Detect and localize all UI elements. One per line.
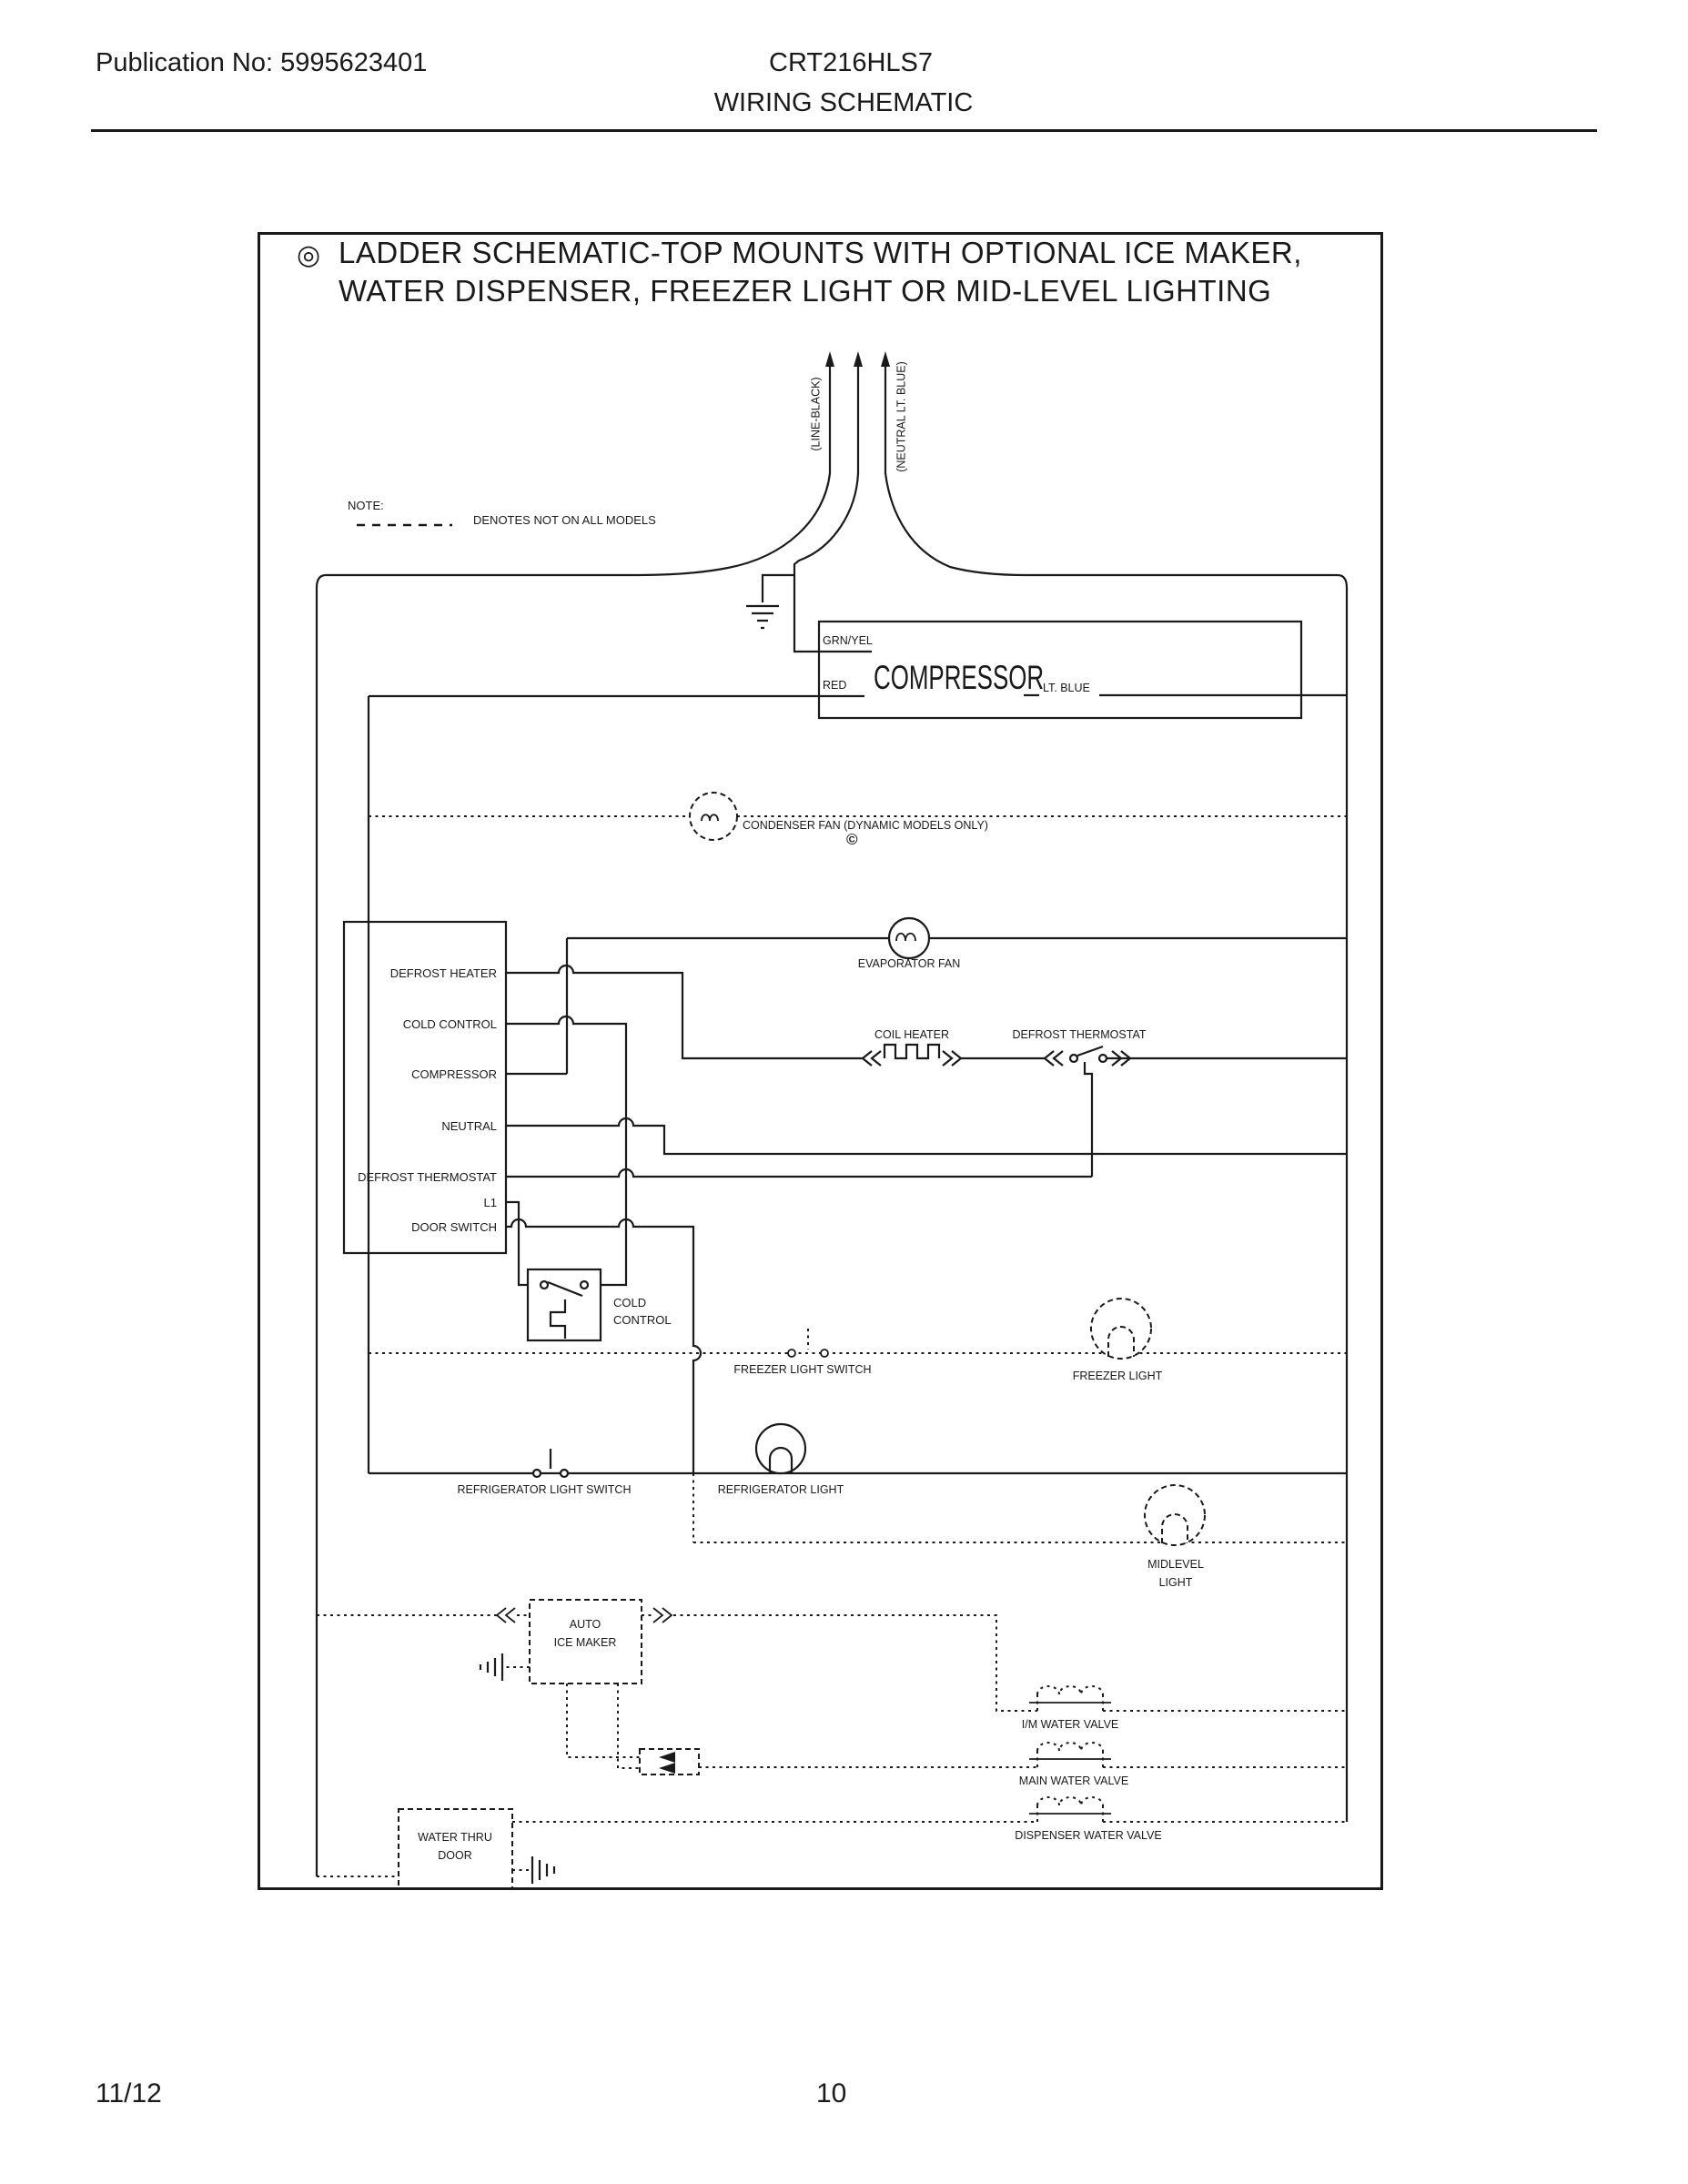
wiring-solid [506, 938, 1347, 1473]
ice-maker-ground-icon [480, 1653, 530, 1681]
main-water-valve-symbol [699, 1743, 1347, 1767]
cold-control-label-line1: COLD [613, 1296, 647, 1309]
neutral-ltblue-label: (NEUTRAL LT. BLUE) [895, 361, 908, 472]
heading-bullet-icon: ◎ [297, 240, 321, 270]
copyright-mark-icon: © [846, 831, 858, 848]
terminal-defrost-heater: DEFROST HEATER [389, 966, 497, 980]
note-text: DENOTES NOT ON ALL MODELS [473, 513, 656, 527]
schematic-title-line2: WATER DISPENSER, FREEZER LIGHT OR MID-LEVEL LIGHTING [339, 274, 1272, 308]
ground-symbol [746, 473, 872, 652]
defrost-thermostat-symbol [1045, 1046, 1347, 1177]
im-water-valve-label: I/M WATER VALVE [1021, 1718, 1119, 1731]
freezer-light-switch-label: FREEZER LIGHT SWITCH [733, 1363, 872, 1376]
midlevel-light-label-line2: LIGHT [1158, 1576, 1193, 1589]
line-black-label: (LINE-BLACK) [809, 377, 823, 451]
supply-wires [825, 351, 890, 474]
publication-number: Publication No: 5995623401 [96, 48, 428, 77]
freezer-light-symbol [1091, 1299, 1151, 1359]
midlevel-light-label-line1: MIDLEVEL [1147, 1558, 1204, 1571]
evaporator-fan-symbol [567, 918, 1347, 958]
grnyel-label: GRN/YEL [823, 634, 873, 647]
ice-maker-label-line2: ICE MAKER [553, 1636, 617, 1649]
terminal-cold-control: COLD CONTROL [402, 1017, 497, 1031]
model-number: CRT216HLS7 [769, 48, 934, 77]
compressor-label: COMPRESSOR [874, 659, 1045, 696]
coil-heater-label: COIL HEATER [874, 1028, 949, 1041]
coil-heater-symbol [863, 1045, 1045, 1066]
freezer-light-label: FREEZER LIGHT [1072, 1370, 1163, 1382]
freezer-light-switch-symbol [369, 1329, 1347, 1357]
refrigerator-light-label: REFRIGERATOR LIGHT [717, 1483, 844, 1496]
terminal-compressor: COMPRESSOR [411, 1067, 497, 1081]
cold-control-label-line2: CONTROL [613, 1313, 672, 1327]
terminal-l1: L1 [483, 1196, 497, 1209]
ice-maker-box [317, 1600, 1037, 1711]
page-title: WIRING SCHEMATIC [713, 88, 974, 117]
ltblue-label: LT. BLUE [1043, 682, 1090, 694]
condenser-fan-label: CONDENSER FAN (DYNAMIC MODELS ONLY) [743, 819, 988, 832]
refrigerator-light-symbol [756, 1424, 805, 1473]
ice-maker-label-line1: AUTO [569, 1618, 601, 1631]
dispenser-water-valve-label: DISPENSER WATER VALVE [1015, 1829, 1162, 1842]
refrigerator-light-switch-label: REFRIGERATOR LIGHT SWITCH [457, 1483, 632, 1496]
schematic-title-line1: LADDER SCHEMATIC-TOP MOUNTS WITH OPTIONAL ICE MAKER, [339, 236, 1302, 269]
red-label: RED [823, 679, 847, 692]
evaporator-fan-label: EVAPORATOR FAN [857, 957, 961, 970]
im-water-valve-symbol [1029, 1686, 1347, 1711]
main-water-valve-label: MAIN WATER VALVE [1018, 1774, 1129, 1787]
cold-control-box [528, 1269, 601, 1340]
water-thru-door-box [317, 1809, 531, 1888]
water-thru-door-label-line2: DOOR [438, 1849, 472, 1862]
terminal-defrost-thermostat: DEFROST THERMOSTAT [358, 1170, 497, 1184]
dispenser-water-valve-symbol [512, 1797, 1347, 1822]
terminal-neutral: NEUTRAL [441, 1119, 497, 1133]
terminal-door-switch: DOOR SWITCH [411, 1220, 497, 1234]
footer-page-number: 10 [816, 2078, 847, 2108]
water-door-ground-icon [532, 1856, 554, 1884]
defrost-thermostat-label: DEFROST THERMOSTAT [1012, 1028, 1147, 1041]
footer-date: 11/12 [96, 2078, 162, 2108]
refrigerator-light-switch-symbol [369, 1449, 1347, 1477]
note-label: NOTE: [348, 499, 384, 512]
connector-plug-symbol [567, 1684, 699, 1774]
water-thru-door-label-line1: WATER THRU [418, 1831, 492, 1844]
